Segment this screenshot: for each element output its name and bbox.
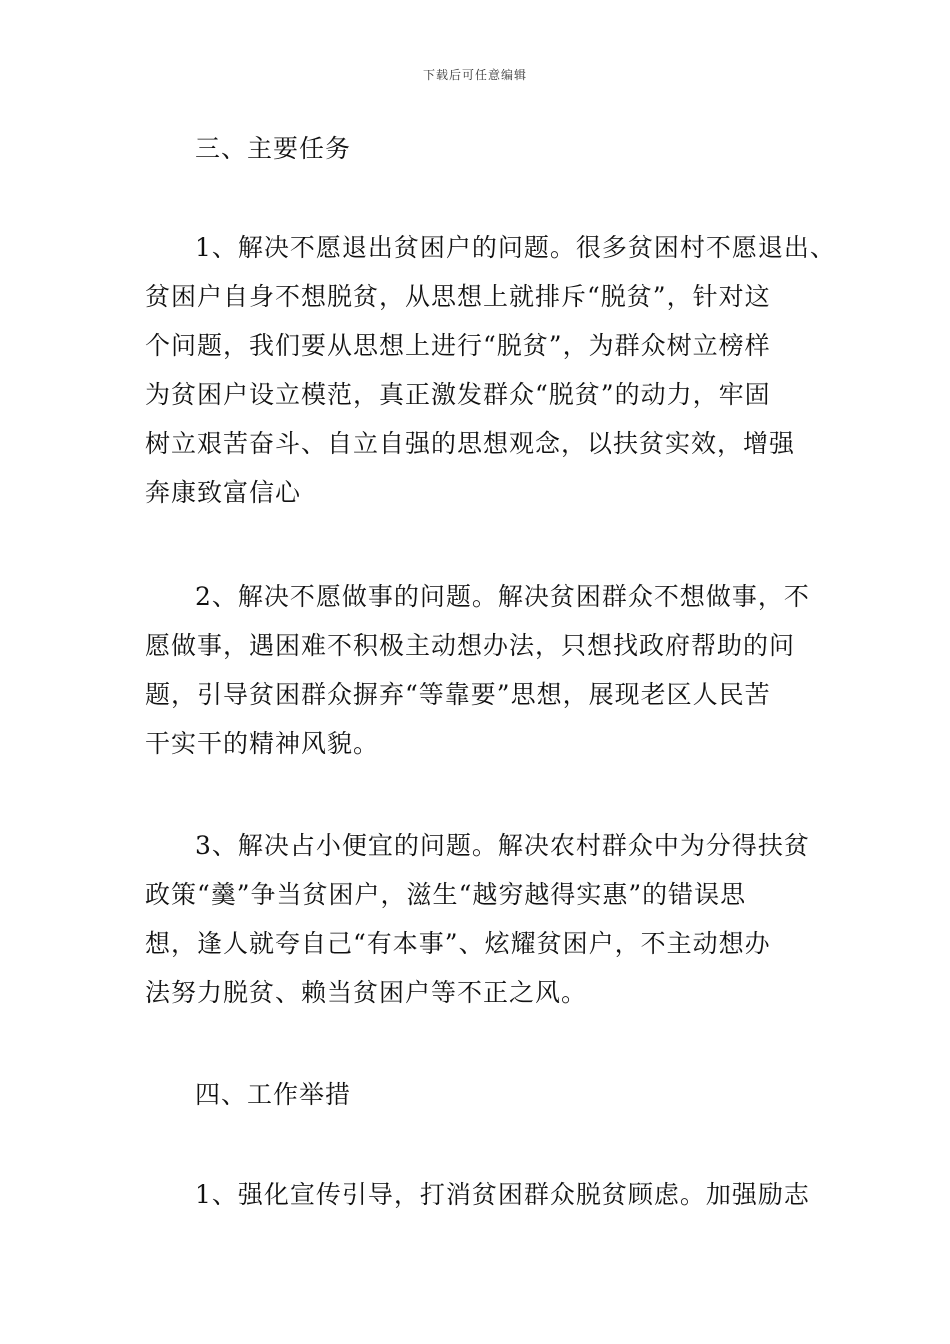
paragraph-line: 1、强化宣传引导，打消贫困群众脱贫顾虑。加强励志 (195, 1180, 810, 1209)
paragraph-line: 树立艰苦奋斗、自立自强的思想观念，以扶贫实效，增强 (145, 429, 796, 458)
paragraph-line: 2、解决不愿做事的问题。解决贫困群众不想做事，不 (195, 582, 810, 611)
paragraph-line: 题，引导贫困群众摒弃“等靠要”思想，展现老区人民苦 (145, 680, 771, 709)
paragraph-line: 1、解决不愿退出贫困户的问题。很多贫困村不愿退出、 (195, 233, 836, 262)
paragraph-task-1 (145, 233, 836, 527)
paragraph-measure-1 (145, 1180, 825, 1229)
paragraph-line: 法努力脱贫、赖当贫困户等不正之风。 (145, 978, 588, 1007)
paragraph-line: 政策“羹”争当贫困户，滋生“越穷越得实惠”的错误思 (145, 880, 747, 909)
paragraph-line: 3、解决占小便宜的问题。解决农村群众中为分得扶贫 (195, 831, 810, 860)
paragraph-task-2 (145, 582, 825, 778)
paragraph-line: 贫困户自身不想脱贫，从思想上就排斥“脱贫”，针对这 (145, 282, 771, 311)
paragraph-line: 个问题，我们要从思想上进行“脱贫”，为群众树立榜样 (145, 331, 771, 360)
paragraph-line: 奔康致富信心 (145, 478, 302, 507)
paragraph-line: 愿做事，遇困难不积极主动想办法，只想找政府帮助的问 (145, 631, 796, 660)
header-note: 下载后可任意编辑 (422, 68, 527, 82)
section-heading-main-tasks: 三、主要任务 (195, 134, 352, 163)
paragraph-line: 为贫困户设立模范，真正激发群众“脱贫”的动力，牢固 (145, 380, 771, 409)
paragraph-task-3 (145, 831, 825, 1027)
paragraph-line: 想，逢人就夸自己“有本事”、炫耀贫困户，不主动想办 (145, 929, 771, 958)
paragraph-line: 干实干的精神风貌。 (145, 729, 380, 758)
section-heading-work-measures: 四、工作举措 (195, 1080, 352, 1109)
